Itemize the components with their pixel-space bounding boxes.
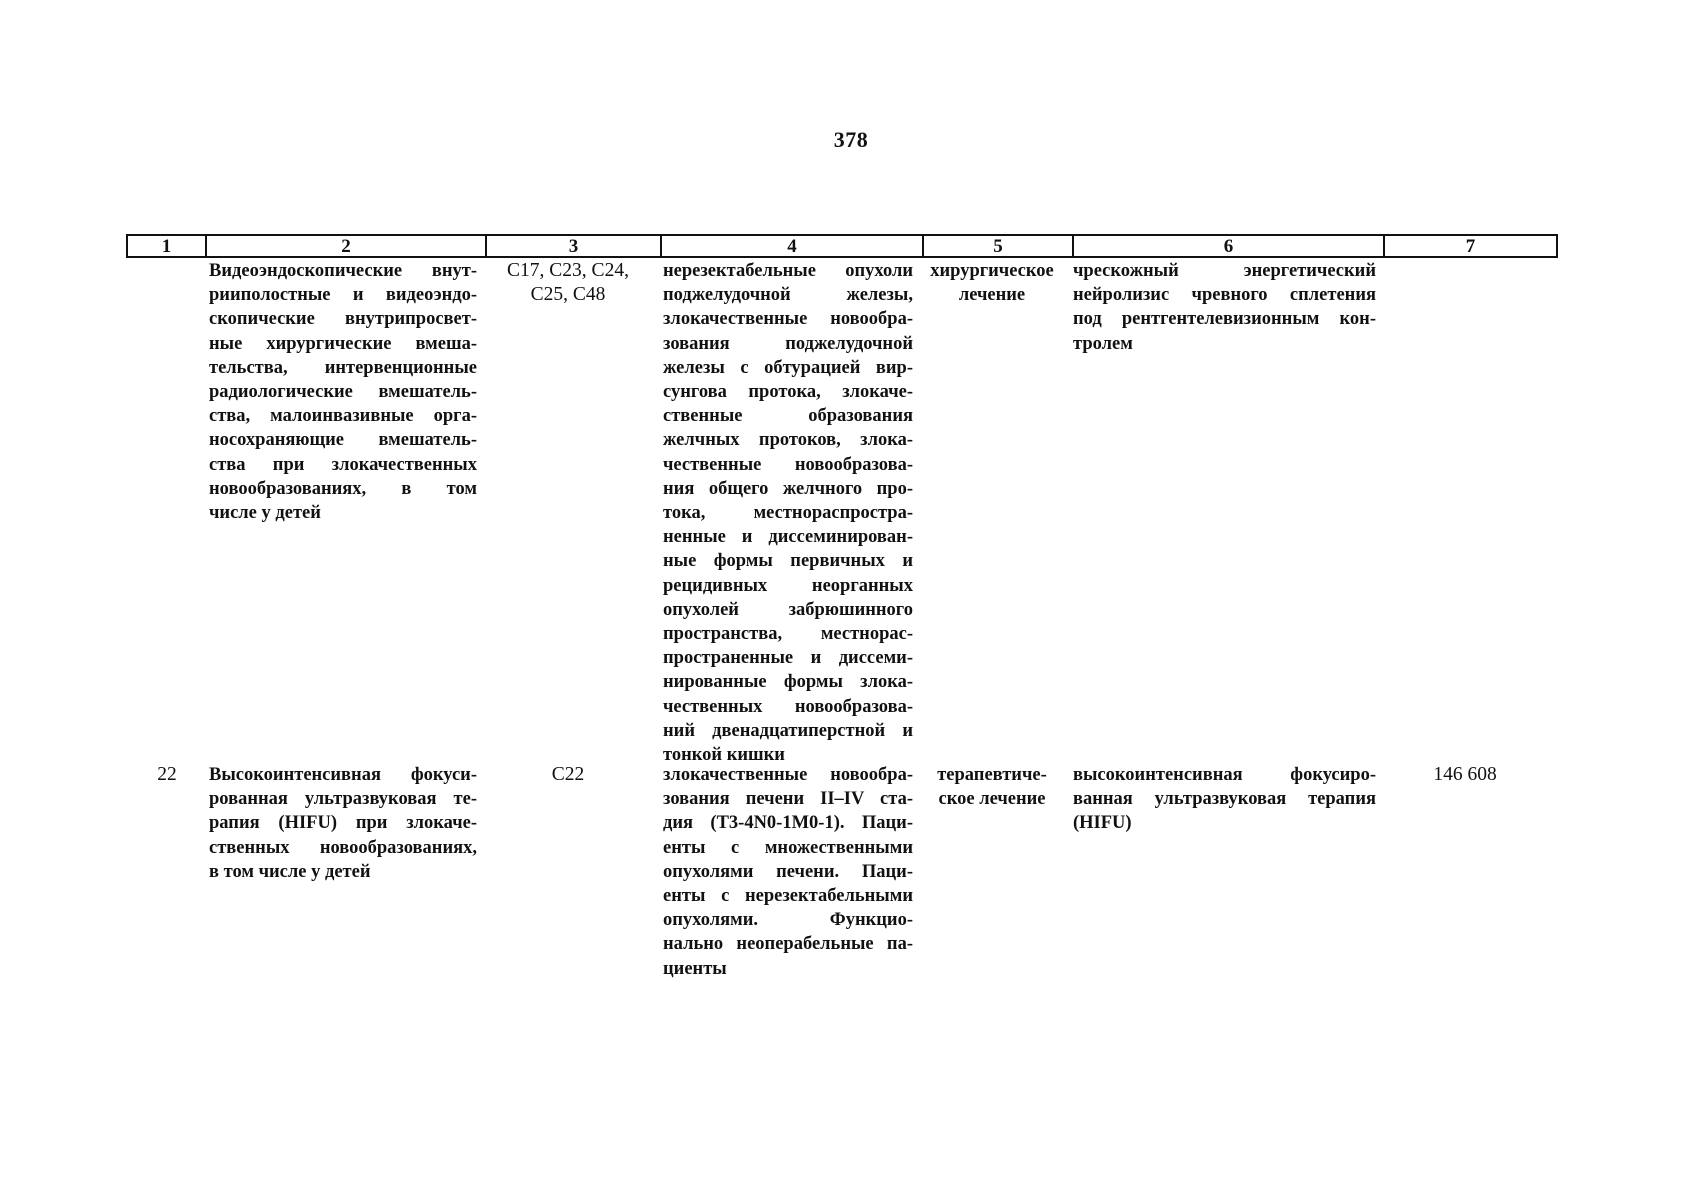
row1-icd-codes — [492, 259, 644, 307]
cell-text-line: циенты — [663, 958, 727, 979]
row1-treatment-type — [922, 259, 1062, 307]
cell-text-line: зования печени II–IV ста- — [663, 789, 913, 810]
cell-text-line: радиологические вмешатель- — [209, 382, 477, 403]
cell-text-line: нейролизис чревного сплетения — [1073, 285, 1376, 306]
column-header-7: 7 — [1383, 236, 1556, 256]
cell-text-line: нально неоперабельные па- — [663, 934, 913, 955]
column-header-5: 5 — [922, 236, 1072, 256]
row2-disease-model — [663, 763, 913, 981]
cell-text-line: ственные образования — [663, 406, 913, 427]
cell-text-line: рецидивных неорганных — [663, 575, 913, 596]
cell-text-line: Видеоэндоскопические внут- — [209, 261, 477, 281]
cell-text-line: в том числе у детей — [209, 861, 371, 882]
cell-text-line: пространства, местнорас- — [663, 624, 913, 645]
cell-text-line: ния общего желчного про- — [663, 478, 913, 499]
cell-text-line: рапия (HIFU) при злокаче- — [209, 813, 477, 834]
cell-text-line: C22 — [551, 764, 585, 785]
cell-text-line: рииполостные и видеоэндо- — [209, 285, 477, 306]
cell-text-line: ственных новообразованиях, — [209, 837, 477, 858]
row2-cost: 146 608 — [1433, 764, 1497, 785]
cell-text-line: ства при злокачественных — [209, 454, 477, 475]
cell-text-line: высокоинтенсивная фокусиро- — [1073, 765, 1376, 785]
cell-text-line: лечение — [958, 285, 1026, 306]
cell-text-line: скопические внутрипросвет- — [209, 309, 477, 330]
cell-text-line: хирургическое — [930, 261, 1054, 281]
cell-text-line: числе у детей — [209, 503, 321, 524]
cell-text-line: C25, C48 — [530, 284, 606, 306]
column-header-6: 6 — [1072, 236, 1383, 256]
cell-text-line: рованная ультразвуковая те- — [209, 789, 477, 810]
row1-treatment-method — [1073, 259, 1376, 356]
cell-text-line: носохраняющие вмешатель- — [209, 430, 477, 451]
cell-text-line: терапевтиче- — [937, 765, 1047, 785]
row2-treatment-method — [1073, 763, 1376, 836]
row1-disease-model — [663, 259, 913, 767]
row2-treatment-type — [922, 763, 1062, 811]
cell-text-line: тролем — [1073, 333, 1133, 354]
cell-text-line: зования поджелудочной — [663, 333, 913, 354]
cell-text-line: енты с множественными — [663, 837, 913, 858]
page-number: 378 — [833, 127, 869, 152]
column-header-1: 1 — [161, 236, 172, 257]
cell-text-line: C17, C23, C24, — [507, 260, 629, 281]
cell-text-line: желчных протоков, злока- — [663, 430, 913, 451]
cell-text-line: енты с нерезектабельными — [663, 886, 913, 907]
row2-icd-codes — [492, 763, 644, 787]
cell-text-line: чественные новообразова- — [663, 454, 913, 475]
column-header-2: 2 — [205, 236, 485, 256]
cell-text-line: сунгова протока, злокаче- — [663, 382, 913, 403]
cell-text-line: ненные и диссеминирован- — [663, 527, 913, 548]
cell-text-line: опухолей забрюшинного — [663, 599, 913, 620]
cell-text-line: злокачественные новообра- — [663, 309, 913, 330]
row2-method-group — [209, 763, 477, 884]
cell-text-line: нерезектабельные опухоли — [663, 261, 913, 281]
cell-text-line: ства, малоинвазивные орга- — [209, 406, 477, 427]
cell-text-line: тока, местнораспростра- — [663, 503, 913, 524]
cell-text-line: ные хирургические вмеша- — [209, 333, 477, 354]
cell-text-line: железы с обтурацией вир- — [663, 357, 913, 378]
cell-text-line: ское лечение — [938, 789, 1046, 810]
cell-text-line: поджелудочной железы, — [663, 285, 913, 306]
cell-text-line: нированные формы злока- — [663, 672, 913, 693]
cell-text-line: злокачественные новообра- — [663, 765, 913, 785]
cell-text-line: Высокоинтенсивная фокуси- — [209, 765, 477, 785]
cell-text-line: (HIFU) — [1073, 813, 1132, 834]
column-header-3: 3 — [485, 236, 660, 256]
cell-text-line: чрескожный энергетический — [1073, 261, 1376, 281]
cell-text-line: дия (T3-4N0-1M0-1). Паци- — [663, 813, 913, 834]
cell-text-line: тонкой кишки — [663, 745, 785, 766]
cell-text-line: ний двенадцатиперстной и — [663, 720, 913, 741]
cell-text-line: опухолями. Функцио- — [663, 910, 913, 931]
cell-text-line: тельства, интервенционные — [209, 357, 477, 378]
cell-text-line: чественных новообразова- — [663, 696, 913, 717]
cell-text-line: пространенные и диссеми- — [663, 648, 913, 669]
cell-text-line: опухолями печени. Паци- — [663, 861, 913, 882]
row1-method-group — [209, 259, 477, 525]
cell-text-line: под рентгентелевизионным кон- — [1073, 309, 1376, 330]
cell-text-line: ные формы первичных и — [663, 551, 913, 572]
column-header-4: 4 — [660, 236, 922, 256]
table-header-row — [126, 234, 1558, 258]
cell-text-line: новообразованиях, в том — [209, 478, 477, 499]
cell-text-line: ванная ультразвуковая терапия — [1073, 789, 1376, 810]
row2-number: 22 — [157, 764, 177, 785]
